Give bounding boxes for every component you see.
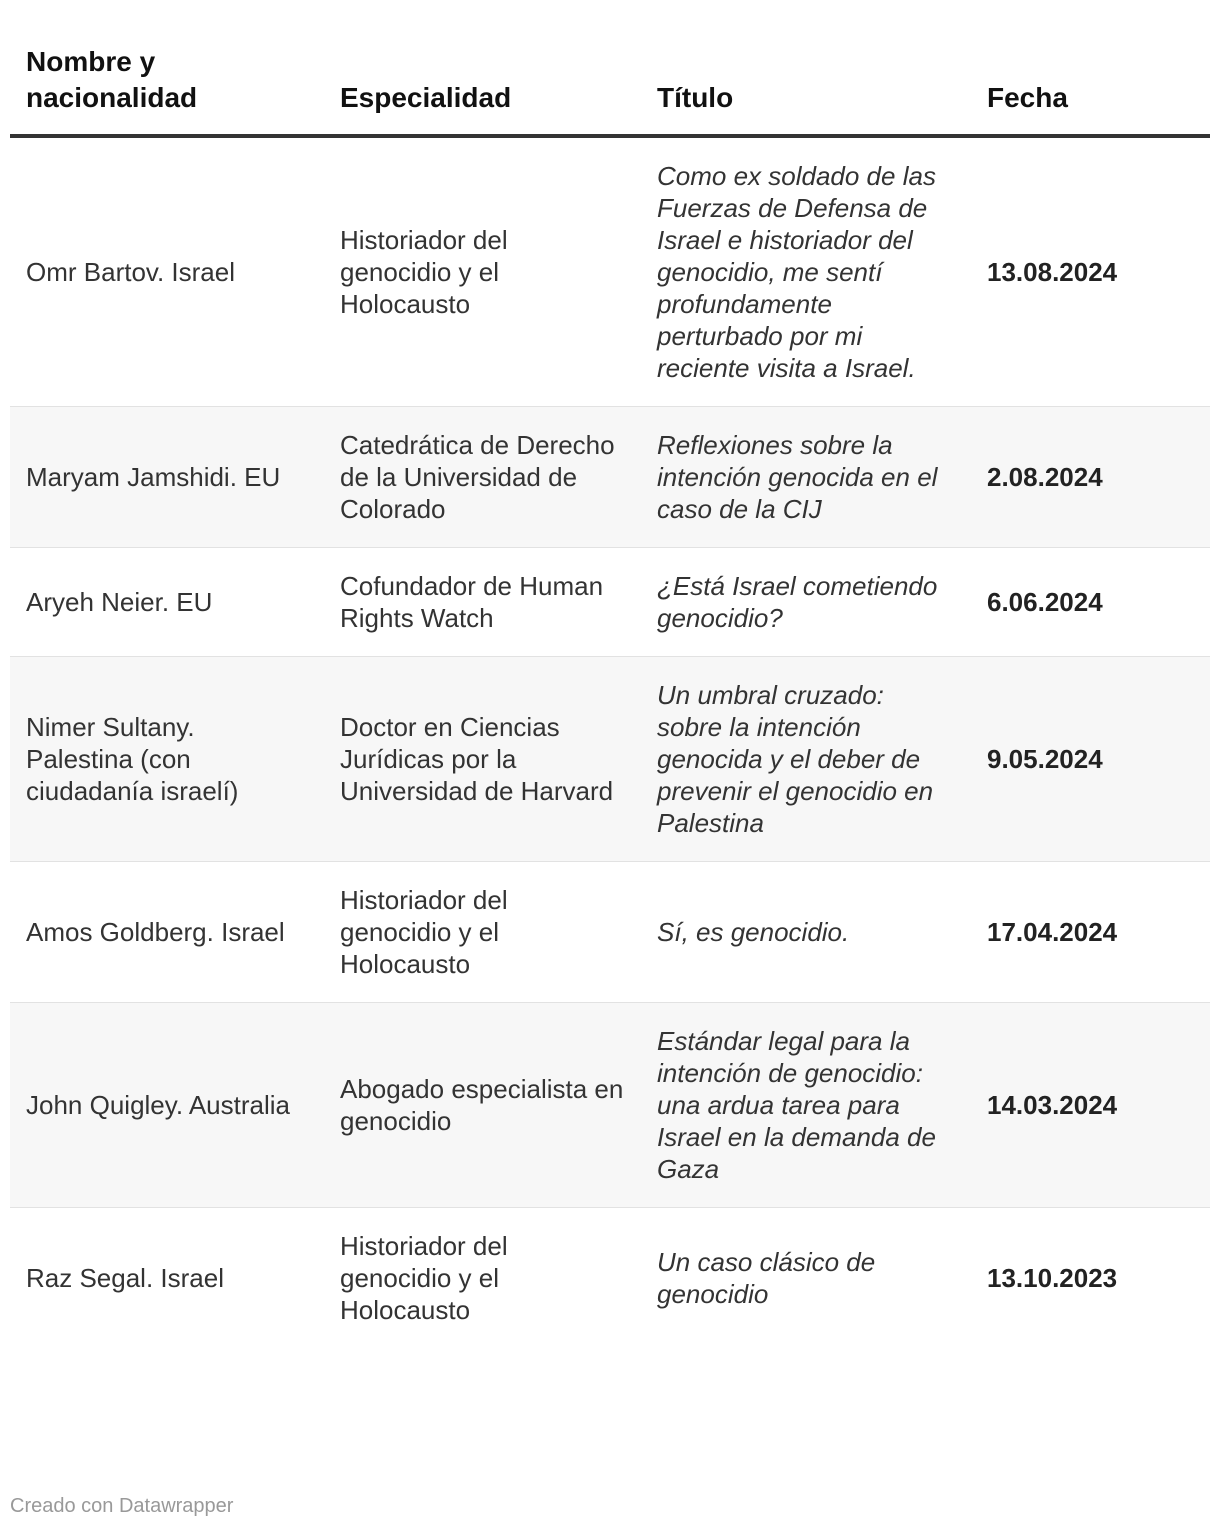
cell-especialidad: Historiador del genocidio y el Holocausto: [324, 136, 641, 407]
cell-fecha: 13.08.2024: [971, 136, 1210, 407]
cell-especialidad: Abogado especialista en genocidio: [324, 1003, 641, 1208]
cell-fecha: 17.04.2024: [971, 862, 1210, 1003]
cell-fecha: 14.03.2024: [971, 1003, 1210, 1208]
table-row: [10, 548, 1210, 657]
cell-titulo: Reflexiones sobre la intención genocida en el caso de la CIJ: [641, 407, 971, 548]
cell-nombre: Aryeh Neier. EU: [10, 548, 324, 657]
data-table-container: [10, 0, 1210, 1348]
cell-titulo: Como ex soldado de las Fuerzas de Defensa de Israel e historiador del genocidio, me sentí profundamente perturbado por mi reciente visita a Israel.: [641, 136, 971, 407]
cell-especialidad: Historiador del genocidio y el Holocausto: [324, 862, 641, 1003]
cell-especialidad: Catedrática de Derecho de la Universidad de Colorado: [324, 407, 641, 548]
cell-fecha: 13.10.2023: [987, 1263, 1118, 1293]
cell-nombre: Maryam Jamshidi. EU: [10, 407, 324, 548]
cell-fecha: 2.08.2024: [971, 407, 1210, 548]
column-header-titulo[interactable]: Título: [641, 0, 971, 136]
cell-nombre: John Quigley. Australia: [10, 1003, 324, 1208]
table-row: [10, 407, 1210, 548]
table-row: [10, 657, 1210, 862]
cell-titulo: Estándar legal para la intención de genocidio: una ardua tarea para Israel en la demanda de Gaza: [641, 1003, 971, 1208]
cell-nombre: Amos Goldberg. Israel: [10, 862, 324, 1003]
table-row: [10, 1208, 1210, 1349]
table-header-row: [10, 0, 1210, 136]
cell-especialidad: Historiador del genocidio y el Holocausto: [340, 1231, 508, 1325]
cell-fecha: 9.05.2024: [971, 657, 1210, 862]
cell-fecha: 6.06.2024: [971, 548, 1210, 657]
table-row: [10, 862, 1210, 1003]
cell-titulo: Sí, es genocidio.: [641, 862, 971, 1003]
cell-especialidad: Doctor en Ciencias Jurídicas por la Universidad de Harvard: [324, 657, 641, 862]
data-table: [10, 0, 1210, 1348]
table-row: [10, 136, 1210, 407]
cell-nombre: Omr Bartov. Israel: [10, 136, 324, 407]
cell-especialidad: Cofundador de Human Rights Watch: [324, 548, 641, 657]
cell-nombre: Raz Segal. Israel: [26, 1263, 224, 1293]
column-header-especialidad[interactable]: Especialidad: [324, 0, 641, 136]
column-header-nombre[interactable]: Nombre y nacionalidad: [10, 0, 324, 136]
datawrapper-credit[interactable]: Creado con Datawrapper: [10, 1495, 234, 1517]
table-row: [10, 1003, 1210, 1208]
cell-titulo: ¿Está Israel cometiendo genocidio?: [641, 548, 971, 657]
cell-titulo: Un umbral cruzado: sobre la intención genocida y el deber de prevenir el genocidio en Palestina: [641, 657, 971, 862]
column-header-fecha[interactable]: Fecha: [971, 0, 1210, 136]
cell-nombre: Nimer Sultany. Palestina (con ciudadanía israelí): [10, 657, 324, 862]
cell-titulo: Un caso clásico de genocidio: [657, 1247, 876, 1309]
